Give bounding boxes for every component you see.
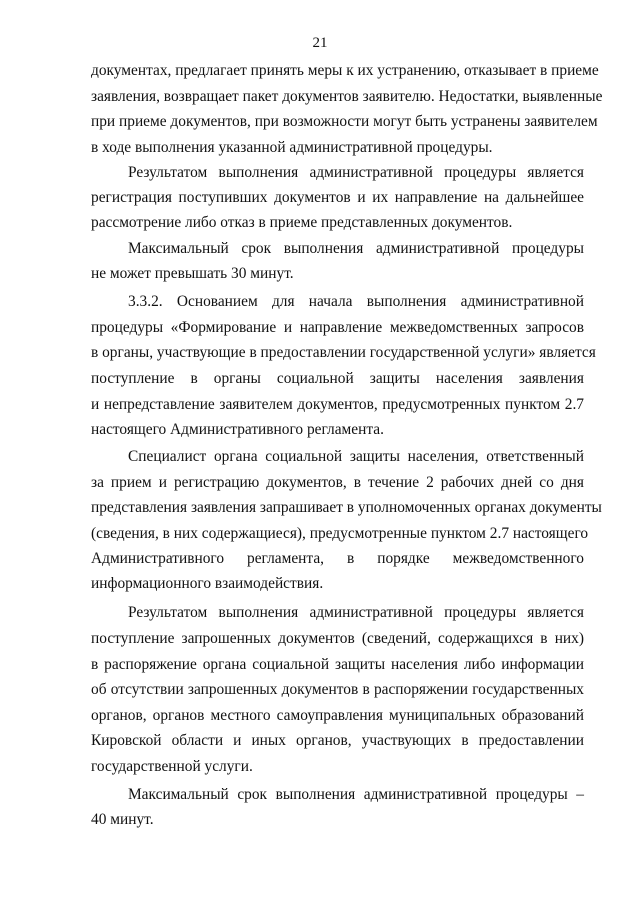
text-line: регистрация поступивших документов и их направление на дальнейшее — [91, 189, 584, 206]
text-line: об отсутствии запрошенных документов в распоряжении государственных — [91, 681, 584, 698]
text-line: органов, органов местного самоуправления муниципальных образований — [91, 707, 584, 724]
text-line: рассмотрение либо отказ в приеме представленных документов. — [91, 214, 513, 231]
text-line: заявления, возвращает пакет документов заявителю. Недостатки, выявленные — [91, 88, 603, 105]
text-line: Кировской области и иных органов, участвующих в предоставлении — [91, 732, 584, 749]
text-line: 40 минут. — [91, 811, 154, 828]
text-line: в органы, участвующие в предоставлении государственной услуги» является — [91, 344, 596, 361]
text-line: за прием и регистрацию документов, в течение 2 рабочих дней со дня — [91, 474, 584, 491]
page-number: 21 — [312, 35, 328, 51]
text-line: (сведения, в них содержащиеся), предусмотренные пунктом 2.7 настоящего — [91, 525, 589, 542]
text-line: Максимальный срок выполнения административной процедуры — [128, 240, 584, 257]
text-line: Специалист органа социальной защиты населения, ответственный — [128, 448, 584, 465]
text-line: документах, предлагает принять меры к их устранению, отказывает в приеме — [91, 62, 599, 79]
text-line: и непредставление заявителем документов, предусмотренных пунктом 2.7 — [91, 396, 584, 413]
text-line: Административного регламента, в порядке межведомственного — [91, 550, 584, 567]
text-line: поступление запрошенных документов (сведений, содержащихся в них) — [91, 630, 584, 647]
text-line: не может превышать 30 минут. — [91, 265, 294, 282]
text-line: Результатом выполнения административной процедуры является — [128, 164, 584, 181]
text-line: в ходе выполнения указанной административной процедуры. — [91, 139, 493, 156]
text-line: 3.3.2. Основанием для начала выполнения административной — [128, 293, 584, 310]
text-line: информационного взаимодействия. — [91, 575, 324, 592]
text-line: поступление в органы социальной защиты населения заявления — [91, 370, 584, 387]
text-line: в распоряжение органа социальной защиты населения либо информации — [91, 656, 584, 673]
text-line: при приеме документов, при возможности могут быть устранены заявителем — [91, 113, 598, 130]
text-line: представления заявления запрашивает в уполномоченных органах документы — [91, 499, 602, 516]
text-line: государственной услуги. — [91, 758, 253, 775]
text-line: настоящего Административного регламента. — [91, 421, 384, 438]
text-line: процедуры «Формирование и направление межведомственных запросов — [91, 319, 584, 336]
text-line: Максимальный срок выполнения административной процедуры – — [128, 786, 584, 803]
text-line: Результатом выполнения административной процедуры является — [128, 604, 584, 621]
